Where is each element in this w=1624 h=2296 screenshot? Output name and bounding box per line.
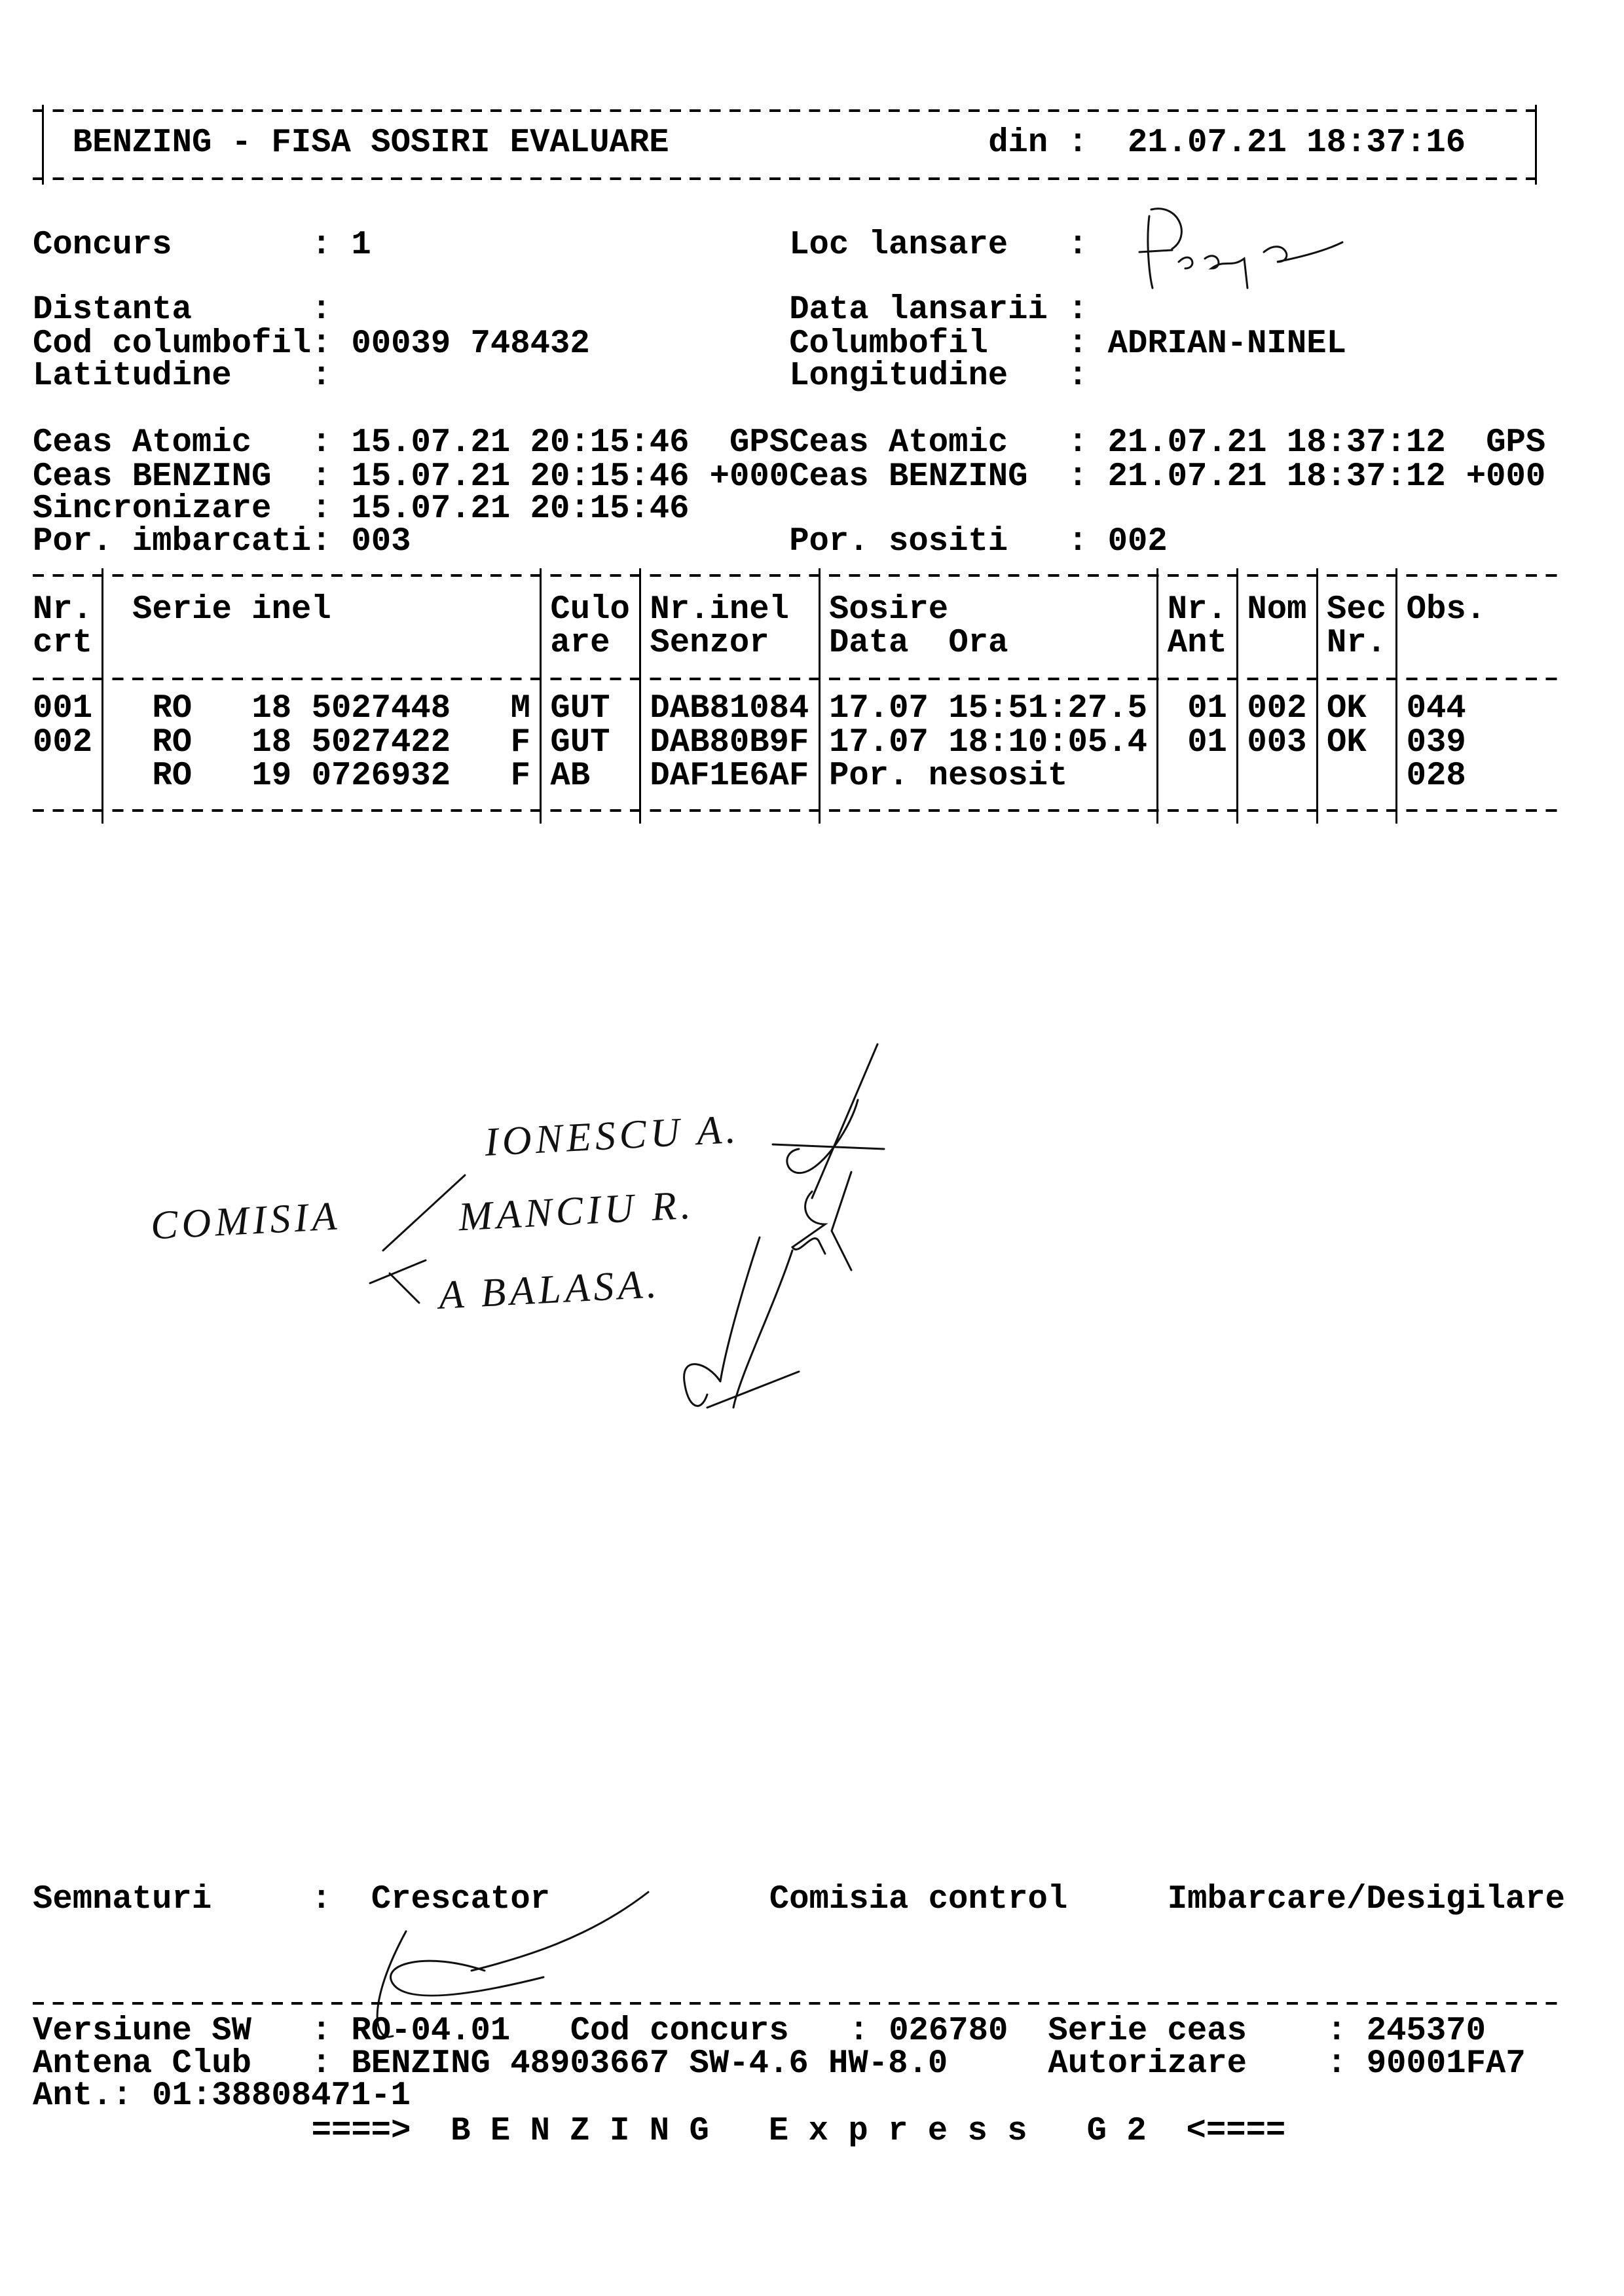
cell-country: RO xyxy=(152,690,193,727)
col-header-nr-inel: Nr.inel xyxy=(650,591,789,629)
col-header-culoare-1: Culo xyxy=(550,591,630,629)
cell-color: AB xyxy=(550,757,591,795)
start-ceas-atomic-label: Ceas Atomic xyxy=(33,424,251,462)
colon: : xyxy=(311,1881,331,1918)
loc-lansare-label: Loc lansare xyxy=(789,227,1008,264)
colon: : xyxy=(1067,325,1088,363)
col-header-serie-inel: Serie inel xyxy=(132,591,331,629)
cell-time: 15:51:27.5 xyxy=(948,690,1148,727)
por-sositi-value: 002 xyxy=(1107,523,1168,560)
din-value: 21.07.21 18:37:16 xyxy=(1128,124,1466,162)
cell-sensor: DAB80B9F xyxy=(650,724,809,761)
cell-nr: 001 xyxy=(33,690,93,727)
col-header-crt: crt xyxy=(33,625,93,662)
concurs-value: 1 xyxy=(351,227,371,264)
cod-columbofil-value: 00039 748432 xyxy=(351,325,590,363)
colon: : xyxy=(1067,291,1088,329)
sincronizare-label: Sincronizare xyxy=(33,490,272,528)
concurs-label: Concurs xyxy=(33,227,172,264)
end-benzing-offset: +000 xyxy=(1466,458,1546,496)
col-header-nr-ant-2: Ant xyxy=(1167,625,1227,662)
cell-obs: 039 xyxy=(1406,724,1466,761)
autorizare-label: Autorizare xyxy=(1048,2045,1247,2083)
start-atomic-value: 15.07.21 20:15:46 xyxy=(351,424,690,462)
colon: : xyxy=(311,357,331,395)
handwritten-member-1: IONESCU A. xyxy=(483,1106,741,1165)
cell-sex: M xyxy=(510,690,530,727)
signature-abalasa xyxy=(684,1237,799,1408)
cell-sensor: DAB81084 xyxy=(650,690,809,727)
cell-ring: 5027422 xyxy=(311,724,451,761)
versiune-sw-value: RO-04.01 xyxy=(351,2013,511,2050)
cell-year: 18 xyxy=(251,724,292,761)
document-title: BENZING - FISA SOSIRI EVALUARE xyxy=(72,124,669,162)
col-header-data: Data xyxy=(829,625,909,662)
cell-nr: 002 xyxy=(33,724,93,761)
cell-obs: 028 xyxy=(1406,757,1466,795)
cell-ant: 01 xyxy=(1187,724,1227,761)
versiune-sw-label: Versiune SW xyxy=(33,2013,251,2050)
colon: : xyxy=(1067,458,1088,496)
colon: : xyxy=(1067,357,1088,395)
cell-ant: 01 xyxy=(1187,690,1227,727)
col-header-sosire: Sosire xyxy=(829,591,949,629)
por-sositi-label: Por. sositi xyxy=(789,523,1008,560)
col-header-sec-1: Sec xyxy=(1327,591,1387,629)
serie-ceas-label: Serie ceas xyxy=(1048,2013,1247,2050)
cell-color: GUT xyxy=(550,724,610,761)
handwritten-comisia: COMISIA xyxy=(149,1194,342,1248)
columbofil-label: Columbofil xyxy=(789,325,988,363)
col-header-ora: Ora xyxy=(948,625,1008,662)
end-atomic-value: 21.07.21 18:37:12 xyxy=(1107,424,1446,462)
end-benzing-value: 21.07.21 18:37:12 xyxy=(1107,458,1446,496)
cell-sec: OK xyxy=(1327,724,1367,761)
col-header-nr-ant-1: Nr. xyxy=(1167,591,1227,629)
colon: : xyxy=(1327,2045,1347,2083)
cell-country: RO xyxy=(152,724,193,761)
colon: : xyxy=(1067,227,1088,264)
din-colon: : xyxy=(1067,124,1088,162)
cell-color: GUT xyxy=(550,690,610,727)
colon: : xyxy=(311,490,331,528)
colon: : xyxy=(311,291,331,329)
colon: : xyxy=(311,2045,331,2083)
cell-sensor: DAF1E6AF xyxy=(650,757,809,795)
colon: : xyxy=(1067,523,1088,560)
cod-columbofil-label: Cod columbofil xyxy=(33,325,312,363)
loc-lansare-handwriting xyxy=(1139,209,1342,288)
colon: : xyxy=(1067,424,1088,462)
cod-concurs-label: Cod concurs xyxy=(570,2013,789,2050)
col-header-sec-2: Nr. xyxy=(1327,625,1387,662)
col-header-senzor: Senzor xyxy=(650,625,769,662)
signature-manciu xyxy=(792,1172,851,1270)
colon: : xyxy=(311,424,331,462)
antenna-id: Ant.: 01:38808471-1 xyxy=(33,2077,411,2115)
por-imbarcati-label: Por. imbarcati xyxy=(33,523,312,560)
start-benzing-offset: +000 xyxy=(709,458,790,496)
handwritten-member-2: MANCIU R. xyxy=(457,1182,696,1240)
cell-nom: 002 xyxy=(1247,690,1307,727)
cell-year: 19 xyxy=(251,757,292,795)
start-benzing-value: 15.07.21 20:15:46 xyxy=(351,458,690,496)
col-header-obs: Obs. xyxy=(1406,591,1486,629)
cell-status: Por. nesosit xyxy=(829,757,1068,795)
start-ceas-benzing-label: Ceas BENZING xyxy=(33,458,272,496)
end-ceas-benzing-label: Ceas BENZING xyxy=(789,458,1028,496)
footer-rule xyxy=(33,2002,1559,2005)
col-header-culoare-2: are xyxy=(550,625,610,662)
por-imbarcati-value: 003 xyxy=(351,523,411,560)
autorizare-value: 90001FA7 xyxy=(1366,2045,1526,2083)
colon: : xyxy=(311,325,331,363)
distanta-label: Distanta xyxy=(33,291,192,329)
cell-sec: OK xyxy=(1327,690,1367,727)
benzing-express-banner: ====> B E N Z I N G E x p r e s s G 2 <==== xyxy=(311,2113,1286,2150)
semnaturi-label: Semnaturi xyxy=(33,1881,212,1918)
cell-country: RO xyxy=(152,757,193,795)
colon: : xyxy=(1327,2013,1347,2050)
signature-ionescu xyxy=(773,1044,884,1198)
start-atomic-source: GPS xyxy=(729,424,790,462)
col-header-nom: Nom xyxy=(1247,591,1307,629)
latitudine-label: Latitudine xyxy=(33,357,232,395)
cell-sex: F xyxy=(510,757,530,795)
imbarcare-label: Imbarcare/Desigilare xyxy=(1167,1881,1566,1918)
comisia-control-label: Comisia control xyxy=(769,1881,1068,1918)
cell-nom: 003 xyxy=(1247,724,1307,761)
cell-ring: 5027448 xyxy=(311,690,451,727)
colon: : xyxy=(849,2013,869,2050)
cell-time: 18:10:05.4 xyxy=(948,724,1148,761)
cell-date: 17.07 xyxy=(829,724,929,761)
columbofil-value: ADRIAN-NINEL xyxy=(1107,325,1346,363)
end-atomic-source: GPS xyxy=(1486,424,1546,462)
cod-concurs-value: 026780 xyxy=(889,2013,1008,2050)
crescator-label: Crescator xyxy=(371,1881,551,1918)
end-ceas-atomic-label: Ceas Atomic xyxy=(789,424,1008,462)
antena-club-label: Antena Club xyxy=(33,2045,251,2083)
data-lansarii-label: Data lansarii xyxy=(789,291,1048,329)
handwritten-member-3: A BALASA. xyxy=(437,1262,662,1318)
antena-club-value: BENZING 48903667 SW-4.6 HW-8.0 xyxy=(351,2045,948,2083)
serie-ceas-value: 245370 xyxy=(1366,2013,1486,2050)
col-header-nr: Nr. xyxy=(33,591,93,629)
cell-sex: F xyxy=(510,724,530,761)
cell-ring: 0726932 xyxy=(311,757,451,795)
colon: : xyxy=(311,458,331,496)
colon: : xyxy=(311,523,331,560)
cell-obs: 044 xyxy=(1406,690,1466,727)
colon: : xyxy=(311,227,331,264)
longitudine-label: Longitudine xyxy=(789,357,1008,395)
din-label: din xyxy=(988,124,1048,162)
cell-date: 17.07 xyxy=(829,690,929,727)
colon: : xyxy=(311,2013,331,2050)
sincronizare-value: 15.07.21 20:15:46 xyxy=(351,490,690,528)
cell-year: 18 xyxy=(251,690,292,727)
